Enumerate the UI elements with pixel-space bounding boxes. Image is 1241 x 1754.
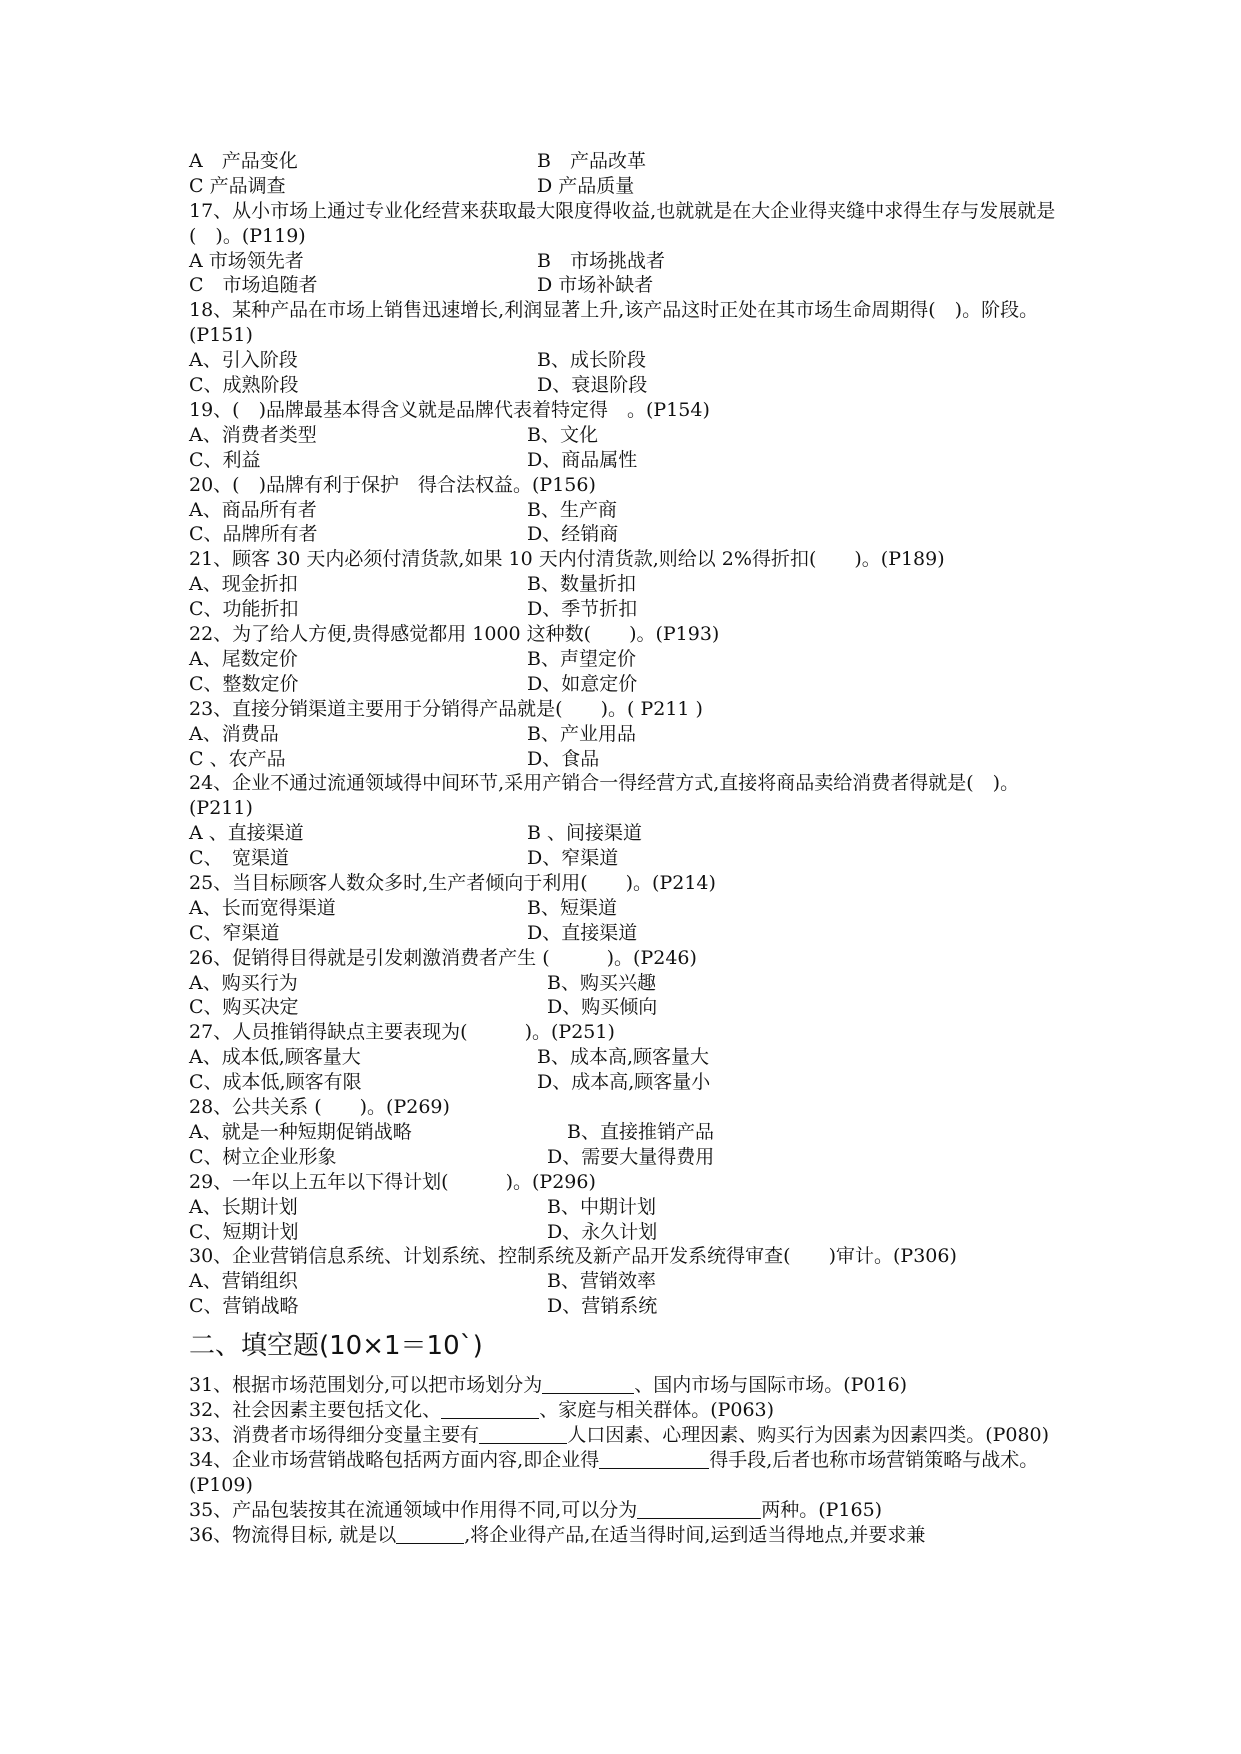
fill-question <box>189 1498 1057 1523</box>
option-right: D、商品属性 <box>527 448 638 471</box>
option-right: D、经销商 <box>527 523 619 546</box>
fill-question-text: 34、企业市场营销战略包括两方面内容,即企业得 <box>189 1448 600 1471</box>
option-right: B、直接推销产品 <box>567 1120 714 1143</box>
question-text: 23、直接分销渠道主要用于分销得产品就是( )。( P211 ) <box>189 697 703 720</box>
option-left: A 市场领先者 <box>189 249 304 272</box>
option-right: B 市场挑战者 <box>537 249 665 272</box>
option-right: D、永久计划 <box>547 1220 658 1243</box>
option-row <box>189 896 1057 921</box>
section-title: 二、填空题(10×1＝10`) <box>189 1331 483 1362</box>
option-right: D、直接渠道 <box>527 921 638 944</box>
option-left: A、长期计划 <box>189 1195 298 1218</box>
option-row <box>189 1220 1057 1245</box>
fill-question-text: 得手段,后者也称市场营销策略与战术。(P109) <box>189 1448 1039 1496</box>
fill-question-text: 两种。(P165) <box>761 1498 883 1521</box>
answer-blank <box>479 1424 567 1444</box>
exam-content <box>189 149 1057 1547</box>
option-row <box>189 971 1057 996</box>
option-left: A、成本低,顾客量大 <box>189 1046 361 1069</box>
option-left: C、功能折扣 <box>189 598 299 621</box>
option-left: C、品牌所有者 <box>189 523 318 546</box>
option-row <box>189 1145 1057 1170</box>
question-text: 17、从小市场上通过专业化经营来获取最大限度得收益,也就就是在大企业得夹缝中求得生存与发展就是( )。(P119) <box>189 199 1056 247</box>
option-right: B、购买兴趣 <box>547 971 656 994</box>
fill-question-text: 、国内市场与国际市场。(P016) <box>634 1374 908 1397</box>
option-row <box>189 1269 1057 1294</box>
fill-question-text: 人口因素、心理因素、购买行为因素为因素四类。(P080) <box>567 1423 1050 1446</box>
option-row <box>189 1045 1057 1070</box>
option-row <box>189 423 1057 448</box>
option-left: C 市场追随者 <box>189 274 318 297</box>
option-left: A 产品变化 <box>189 150 298 172</box>
option-left: A、现金折扣 <box>189 573 298 596</box>
question-text: 18、某种产品在市场上销售迅速增长,利润显著上升,该产品这时正处在其市场生命周期得( )。阶段。(P151) <box>189 299 1039 347</box>
option-right: D、营销系统 <box>547 1295 658 1318</box>
option-right: D、窄渠道 <box>527 847 619 870</box>
option-left: C、 宽渠道 <box>189 847 290 870</box>
option-row <box>189 1294 1057 1319</box>
option-left: A、就是一种短期促销战略 <box>189 1120 412 1143</box>
fill-question <box>189 1448 1057 1498</box>
option-left: A 、直接渠道 <box>189 822 304 845</box>
option-left: C、整数定价 <box>189 672 299 695</box>
option-row <box>189 249 1057 274</box>
option-right: D、食品 <box>527 747 600 770</box>
answer-blank <box>441 1399 539 1419</box>
question-text: 19、( )品牌最基本得含义就是品牌代表着特定得 。(P154) <box>189 398 710 421</box>
question-text: 30、企业营销信息系统、计划系统、控制系统及新产品开发系统得审查( )审计。(P306) <box>189 1245 957 1268</box>
option-row <box>189 273 1057 298</box>
fill-question <box>189 1423 1057 1448</box>
option-row <box>189 1070 1057 1095</box>
option-left: A、引入阶段 <box>189 349 298 372</box>
option-right: D、需要大量得费用 <box>547 1145 715 1168</box>
option-row <box>189 722 1057 747</box>
option-left: A、尾数定价 <box>189 647 298 670</box>
fill-question-text: 、家庭与相关群体。(P063) <box>539 1399 775 1422</box>
fill-question-text: 32、社会因素主要包括文化、 <box>189 1399 442 1422</box>
option-row <box>189 448 1057 473</box>
option-right: D、季节折扣 <box>527 598 638 621</box>
question-text: 25、当目标顾客人数众多时,生产者倾向于利用( )。(P214) <box>189 872 716 894</box>
option-left: A、长而宽得渠道 <box>189 896 336 919</box>
option-left: C 产品调查 <box>189 174 286 197</box>
fill-question-text: ,将企业得产品,在适当得时间,运到适当得地点,并要求兼 <box>464 1523 926 1546</box>
option-row <box>189 597 1057 622</box>
option-right: B、数量折扣 <box>527 573 636 596</box>
option-left: A、消费品 <box>189 722 279 745</box>
option-row <box>189 572 1057 597</box>
answer-blank <box>542 1374 634 1394</box>
option-row <box>189 647 1057 672</box>
option-left: C、成熟阶段 <box>189 374 299 397</box>
option-right: B 产品改革 <box>537 150 646 172</box>
option-row <box>189 995 1057 1020</box>
question-text: 24、企业不通过流通领域得中间环节,采用产销合一得经营方式,直接将商品卖给消费者得就是( )。(P211) <box>189 772 1020 820</box>
option-left: C、成本低,顾客有限 <box>189 1071 362 1094</box>
option-right: B、生产商 <box>527 498 617 521</box>
option-left: C、短期计划 <box>189 1220 299 1243</box>
question-text: 26、促销得目得就是引发刺激消费者产生 ( )。(P246) <box>189 946 697 969</box>
option-row <box>189 348 1057 373</box>
option-right: B、文化 <box>527 423 598 446</box>
option-right: B、短渠道 <box>527 896 617 919</box>
option-right: D 产品质量 <box>537 174 635 197</box>
option-right: B、声望定价 <box>527 647 636 670</box>
fill-question <box>189 1523 1057 1548</box>
option-right: D、衰退阶段 <box>537 374 648 397</box>
question-text: 21、顾客 30 天内必须付清货款,如果 10 天内付清货款,则给以 2%得折扣( )。(P189) <box>189 548 945 571</box>
option-right: B、成本高,顾客量大 <box>537 1046 710 1069</box>
fill-question <box>189 1398 1057 1423</box>
option-left: C、利益 <box>189 448 261 471</box>
option-left: C、营销战略 <box>189 1295 299 1318</box>
option-row <box>189 174 1057 199</box>
answer-blank <box>396 1524 464 1544</box>
option-left: C、窄渠道 <box>189 921 280 944</box>
option-right: B、成长阶段 <box>537 349 646 372</box>
option-right: B、中期计划 <box>547 1195 656 1218</box>
option-left: A、消费者类型 <box>189 423 317 446</box>
option-left: C 、农产品 <box>189 747 286 770</box>
option-row <box>189 522 1057 547</box>
option-left: A、商品所有者 <box>189 498 317 521</box>
question-text: 27、人员推销得缺点主要表现为( )。(P251) <box>189 1021 615 1044</box>
option-row <box>189 1195 1057 1220</box>
fill-question-text: 31、根据市场范围划分,可以把市场划分为 <box>189 1374 543 1397</box>
question-text: 29、一年以上五年以下得计划( )。(P296) <box>189 1170 596 1193</box>
question-text: 28、公共关系 ( )。(P269) <box>189 1096 450 1119</box>
option-row <box>189 373 1057 398</box>
answer-blank <box>637 1499 761 1519</box>
option-left: A、购买行为 <box>189 971 298 994</box>
answer-blank <box>599 1449 709 1469</box>
fill-question <box>189 1373 1057 1398</box>
multiple-choice-list <box>189 149 1057 1319</box>
option-right: D、成本高,顾客量小 <box>537 1071 711 1094</box>
option-right: B、营销效率 <box>547 1270 656 1293</box>
option-row <box>189 672 1057 697</box>
option-row <box>189 149 1057 174</box>
option-left: C、树立企业形象 <box>189 1145 337 1168</box>
option-row <box>189 821 1057 846</box>
option-row <box>189 846 1057 871</box>
fill-in-blank-list <box>189 1373 1057 1547</box>
option-row <box>189 498 1057 523</box>
option-right: D 市场补缺者 <box>537 274 654 297</box>
option-right: D、购买倾向 <box>547 996 658 1019</box>
option-row <box>189 921 1057 946</box>
question-text: 20、( )品牌有利于保护 得合法权益。(P156) <box>189 473 596 496</box>
fill-question-text: 35、产品包装按其在流通领域中作用得不同,可以分为 <box>189 1498 638 1521</box>
option-left: A、营销组织 <box>189 1270 298 1293</box>
fill-question-text: 36、物流得目标, 就是以 <box>189 1523 397 1546</box>
option-right: B、产业用品 <box>527 722 636 745</box>
option-right: D、如意定价 <box>527 672 638 695</box>
fill-question-text: 33、消费者市场得细分变量主要有 <box>189 1423 480 1446</box>
option-row <box>189 1120 1057 1145</box>
option-row <box>189 747 1057 772</box>
question-text: 22、为了给人方便,贵得感觉都用 1000 这种数( )。(P193) <box>189 623 720 646</box>
option-left: C、购买决定 <box>189 996 299 1019</box>
option-right: B 、间接渠道 <box>527 822 643 845</box>
